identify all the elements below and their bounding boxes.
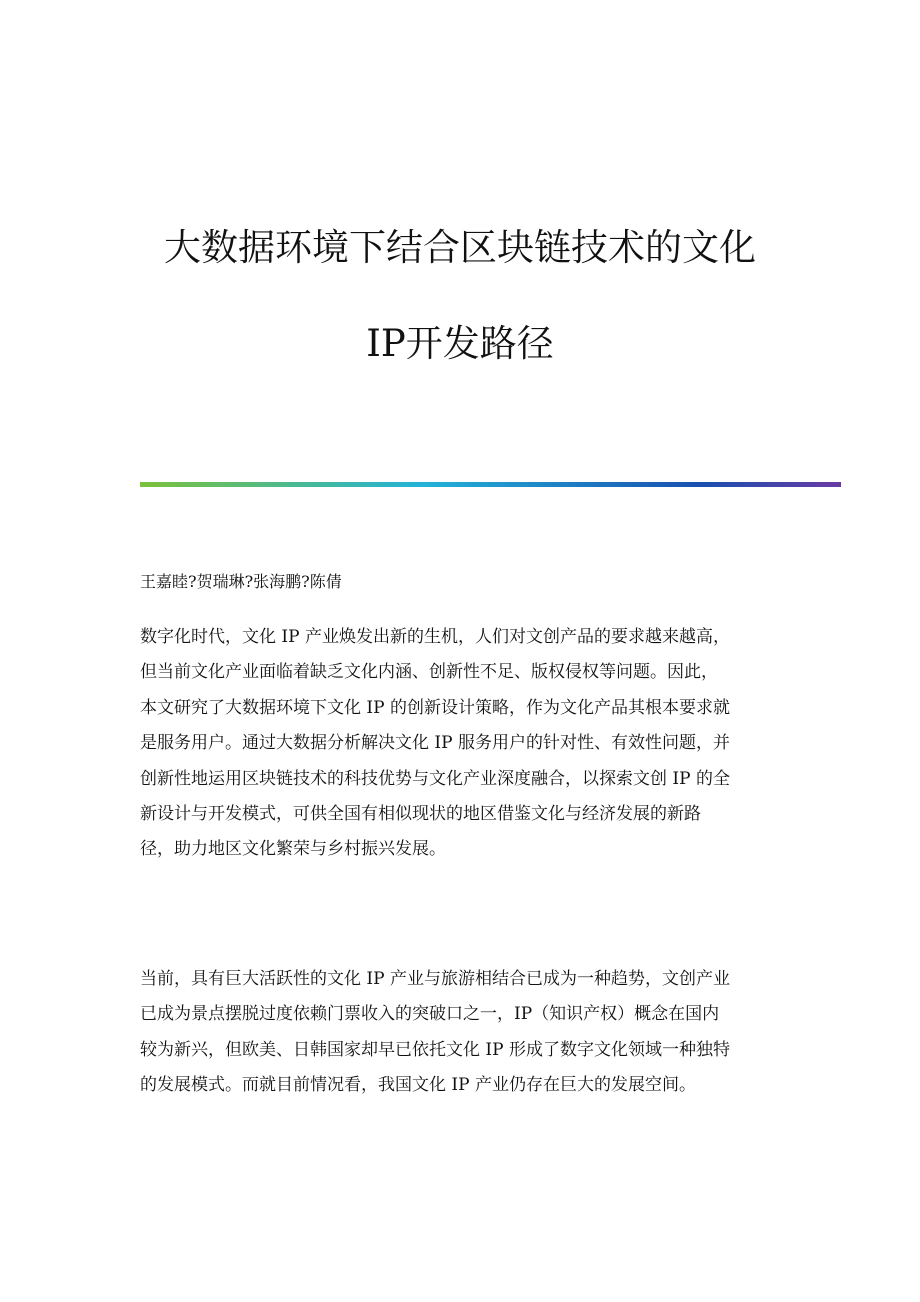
document-title-line-1: 大数据环境下结合区块链技术的文化 bbox=[164, 226, 756, 269]
paragraph-line: 数字化时代，文化 IP 产业焕发出新的生机，人们对文创产品的要求越来越高， bbox=[140, 627, 730, 647]
body-paragraph bbox=[140, 962, 790, 1104]
paragraph-line: 是服务用户。通过大数据分析解决文化 IP 服务用户的针对性、有效性问题，并 bbox=[140, 733, 730, 754]
paragraph-line: 的发展模式。而就目前情况看，我国文化 IP 产业仍存在巨大的发展空间。 bbox=[140, 1075, 696, 1096]
paragraph-line: 径，助力地区文化繁荣与乡村振兴发展。 bbox=[140, 839, 446, 860]
document-title-line-2: IP开发路径 bbox=[366, 322, 554, 365]
paragraph-line: 已成为景点摆脱过度依赖门票收入的突破口之一，IP（知识产权）概念在国内 bbox=[140, 1004, 720, 1025]
paragraph-line: 创新性地运用区块链技术的科技优势与文化产业深度融合，以探索文创 IP 的全 bbox=[140, 768, 730, 789]
title-divider bbox=[140, 482, 841, 487]
paragraph-line: 较为新兴，但欧美、日韩国家却早已依托文化 IP 形成了数字文化领域一种独特 bbox=[140, 1039, 730, 1060]
paragraph-line: 本文研究了大数据环境下文化 IP 的创新设计策略，作为文化产品其根本要求就 bbox=[140, 697, 730, 718]
paragraph-line: 但当前文化产业面临着缺乏文化内涵、创新性不足、版权侵权等问题。因此， bbox=[140, 662, 718, 683]
paragraph-line: 当前，具有巨大活跃性的文化 IP 产业与旅游相结合已成为一种趋势，文创产业 bbox=[140, 969, 730, 989]
paragraph-line: 新设计与开发模式，可供全国有相似现状的地区借鉴文化与经济发展的新路 bbox=[140, 803, 701, 824]
abstract-paragraph bbox=[140, 620, 790, 868]
author-list: 王嘉睦?贺瑞琳?张海鹏?陈倩 bbox=[140, 572, 342, 591]
